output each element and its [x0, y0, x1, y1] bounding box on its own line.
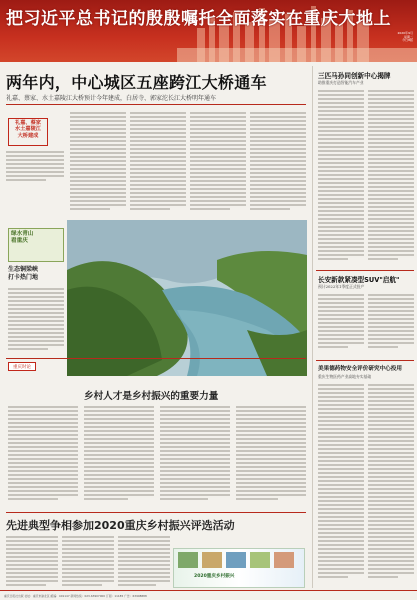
- commentary-body: [8, 404, 306, 508]
- lead-body-columns: [70, 110, 308, 218]
- right-story-1-subhead: 助推重庆打造智能汽车产业: [318, 80, 364, 85]
- issue-info: [365, 32, 413, 58]
- page-footer: 重庆日报社出版 社址：重庆市渝北区 邮编：401147 新闻热线：023-63907000 订阅：11185 广告：63908888: [0, 590, 417, 600]
- ad-photo-strip: [174, 549, 305, 571]
- highlight-line: 礼嘉、蔡家: [15, 120, 41, 126]
- right-story-3-subhead: 重庆生物医药产业高地夯实基础: [318, 374, 372, 379]
- bottom-divider: [6, 512, 306, 513]
- side-title-line: 打卡热门地: [8, 274, 39, 281]
- right-divider-1: [316, 270, 414, 271]
- right-story-3-headline: 美果德药物安全评价研究中心投用: [318, 366, 402, 372]
- issue-pages: 今日8版: [402, 38, 413, 43]
- commentary-divider: [6, 358, 306, 359]
- commentary-tag: 重庆时论: [8, 362, 36, 371]
- highlight-line: 水土嘉陵江: [15, 126, 41, 133]
- right-story-1-headline: 三匹马孙同创新中心揭牌: [318, 72, 391, 80]
- column-separator: [312, 66, 313, 588]
- side-story-title: [8, 266, 64, 282]
- rural-revitalization-ad: [173, 548, 305, 588]
- green-card-line: 绿水青山: [11, 231, 34, 237]
- right-story-3-body: [318, 382, 414, 586]
- right-story-1-body: [318, 88, 414, 268]
- side-story-body: [8, 286, 64, 356]
- lead-highlight-box: [8, 118, 48, 146]
- ad-title: 2020重庆乡村振兴: [194, 574, 235, 579]
- right-story-2-headline: 长安新款紧凑型SUV"启航": [318, 276, 400, 284]
- lead-headline: 两年内，中心城区五座跨江大桥通车: [6, 73, 267, 92]
- lead-subhead: 礼嘉、蔡家、水土嘉陵江大桥预计今年建成，白居寺、郭家沱长江大桥明年通车: [6, 95, 217, 102]
- bottom-story-body: [6, 534, 170, 588]
- lead-body-column-1: [6, 150, 66, 220]
- bottom-headline: 先进典型争相参加2020重庆乡村振兴评选活动: [6, 519, 235, 532]
- issue-weekday: 星期二: [403, 34, 413, 39]
- issue-date: 2020年9月: [397, 31, 413, 35]
- masthead-banner: [0, 0, 417, 62]
- highlight-line: 大桥建成: [17, 132, 39, 139]
- green-column-card: [8, 228, 64, 262]
- right-divider-2: [316, 360, 414, 361]
- masthead-slogan: 把习近平总书记的殷殷嘱托全面落实在重庆大地上: [6, 9, 391, 29]
- right-story-2-body: [318, 292, 414, 356]
- right-story-2-subhead: 预计2022年1季度正式投产: [318, 284, 365, 289]
- commentary-headline: 乡村人才是乡村振兴的重要力量: [84, 391, 219, 402]
- lead-divider: [6, 104, 306, 105]
- green-card-line: 看重庆: [11, 238, 28, 244]
- side-title-line: 生态铜梁峡: [8, 266, 39, 273]
- river-valley-image: [67, 220, 307, 376]
- green-card-title: [11, 231, 61, 245]
- river-valley-photo: [67, 220, 307, 376]
